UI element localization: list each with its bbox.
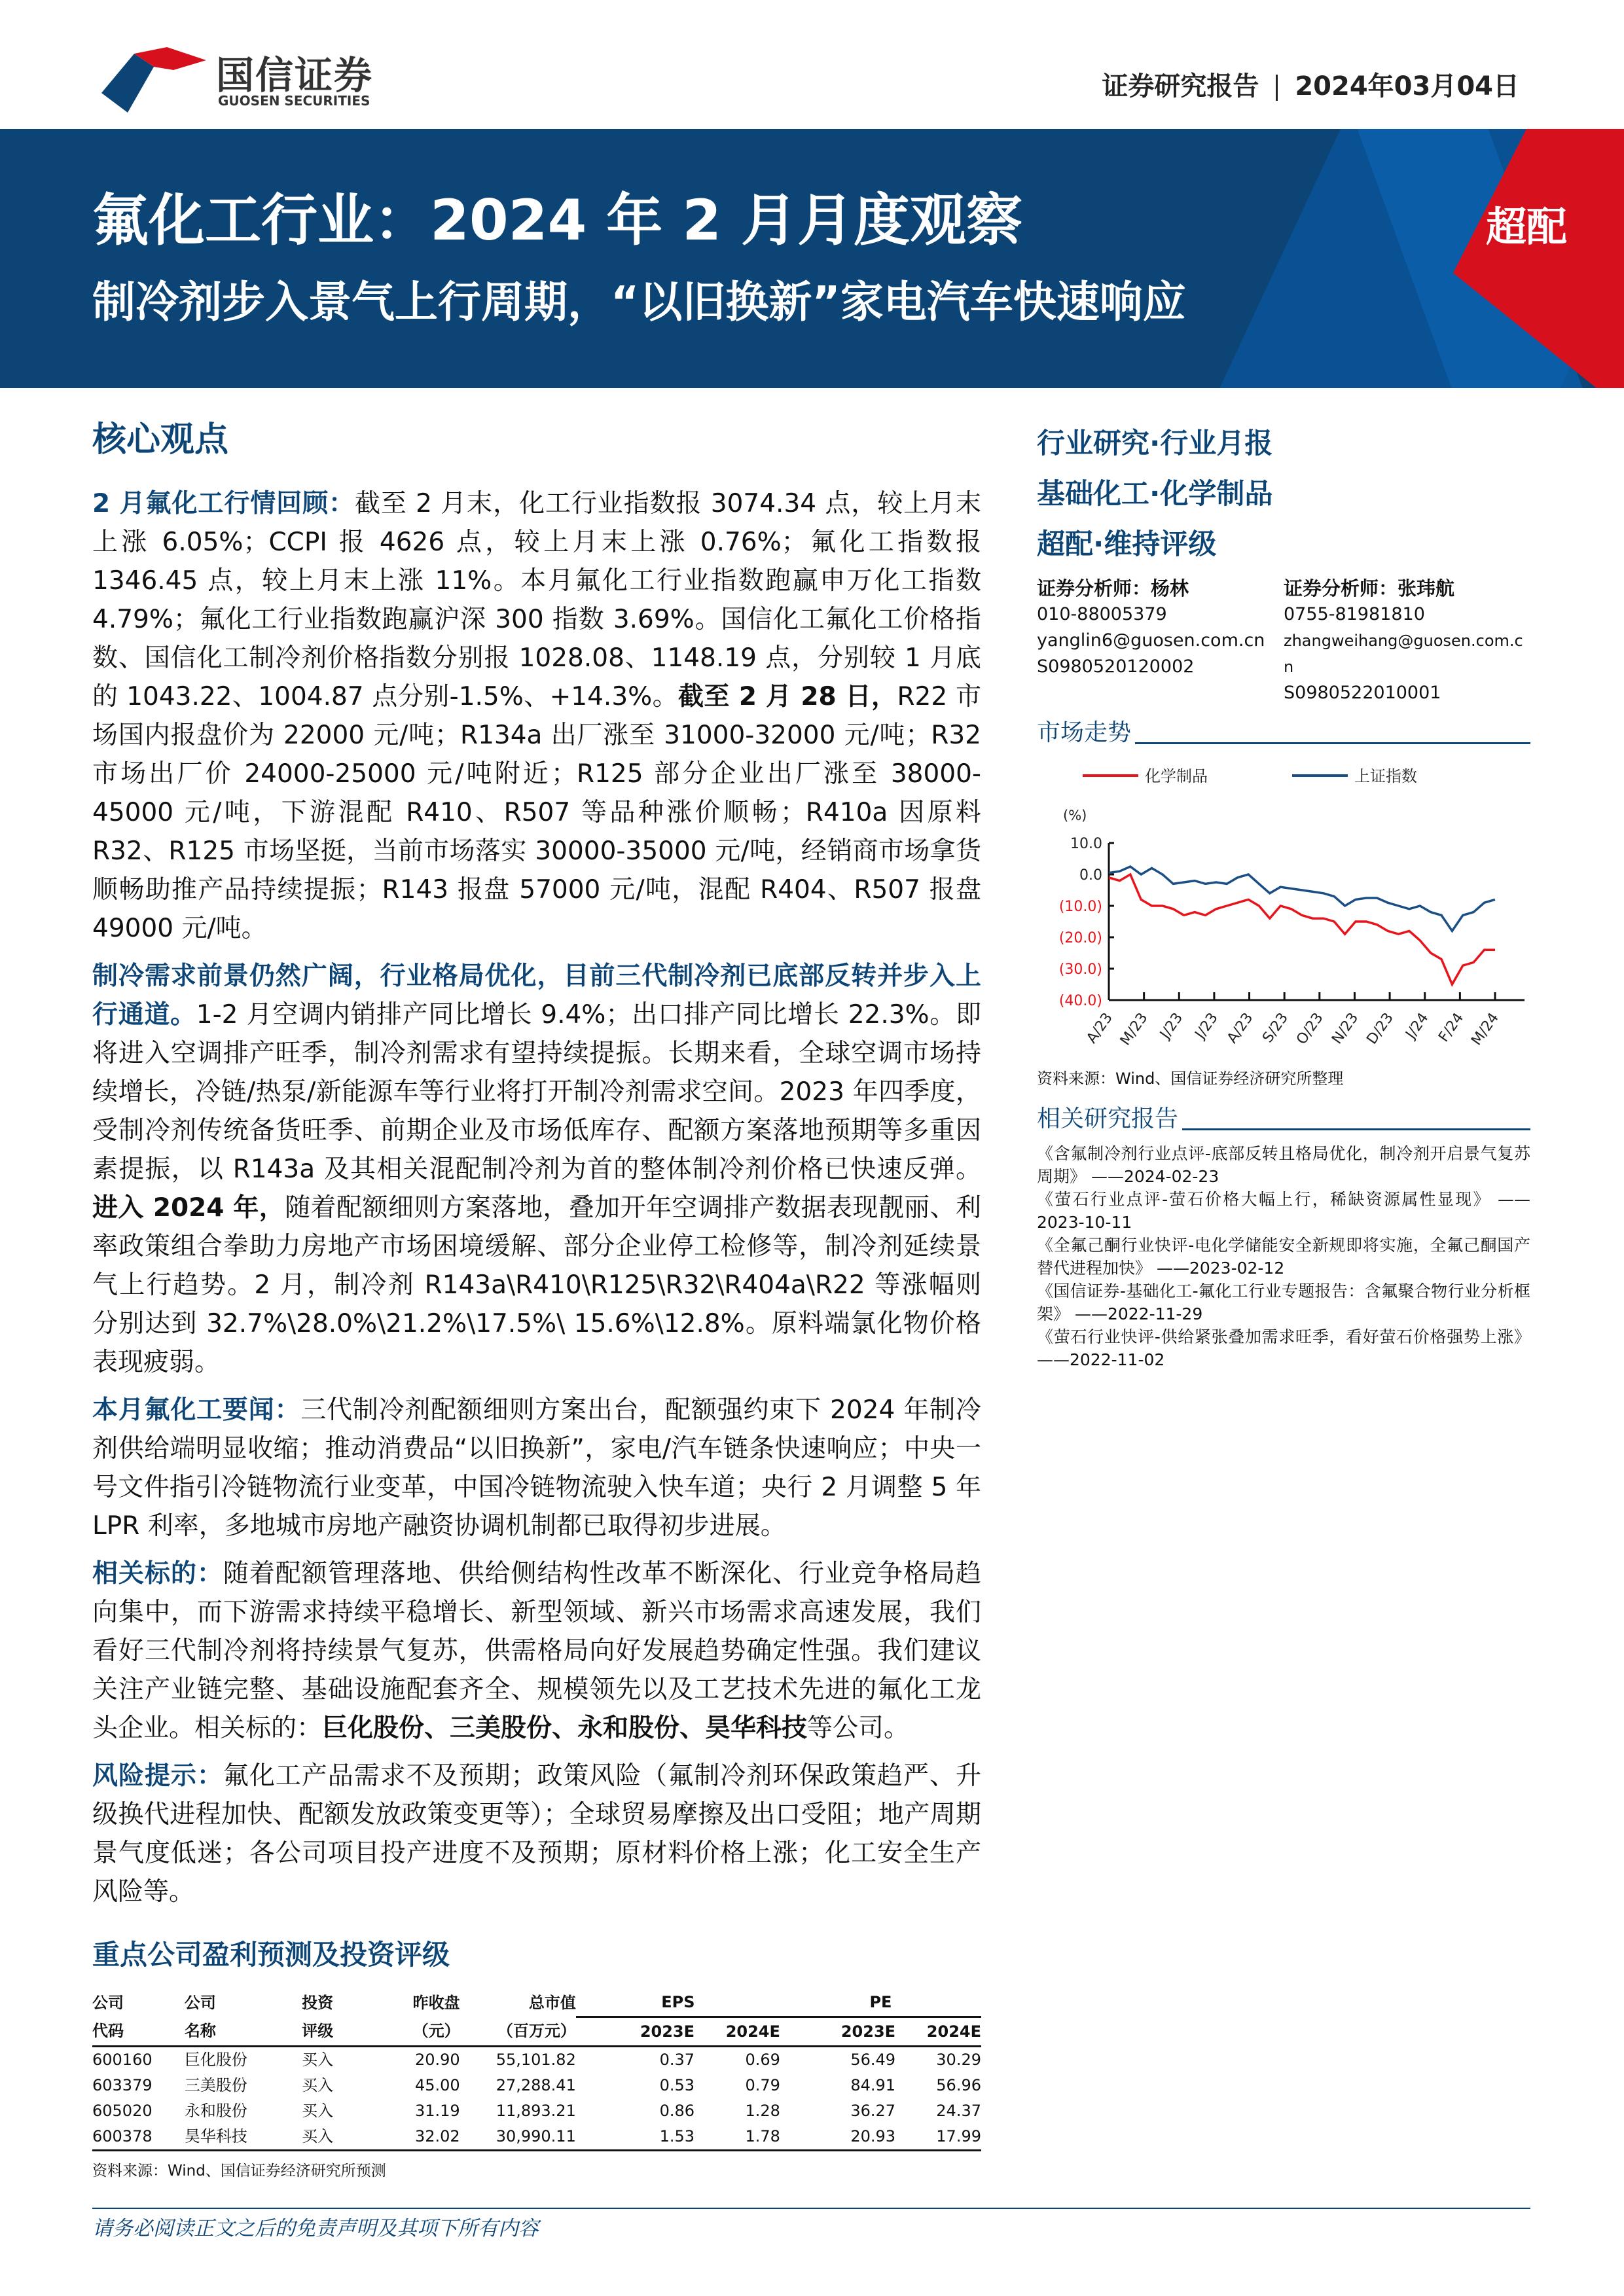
para-lead: 风险提示： [92, 1761, 223, 1791]
col-header: 代码 [92, 2017, 185, 2047]
paragraph-demand [92, 957, 981, 1382]
table-cell: 0.69 [745, 2051, 780, 2069]
table-cell: 永和股份 [184, 2102, 247, 2120]
table-cell: 买入 [302, 2102, 334, 2120]
table-cell: 0.86 [659, 2102, 695, 2120]
logo-mark-icon [95, 41, 206, 119]
para-bold: 巨化股份、三美股份、永和股份、昊华科技 [322, 1713, 808, 1743]
table-cell: 30,990.11 [460, 2124, 576, 2151]
heading-rule [1182, 1128, 1530, 1130]
y-tick-label: (30.0) [1058, 961, 1102, 978]
x-tick-label: J/24 [1403, 1010, 1432, 1042]
analyst-card [1037, 575, 1284, 706]
y-tick-label: (10.0) [1058, 899, 1102, 915]
table-cell: 36.27 [850, 2102, 896, 2120]
analyst-name: 证券分析师：张玮航 [1284, 577, 1455, 600]
main-content [0, 388, 1624, 2208]
paragraph-risks [92, 1757, 981, 1911]
table-cell: 昊华科技 [185, 2124, 302, 2151]
report-link[interactable]: 《全氟己酮行业快评-电化学储能安全新规即将实施，全氟己酮国产替代进程加快》 ——2023-02-12 [1037, 1236, 1530, 1278]
related-reports [1037, 1104, 1530, 1371]
x-tick-label: D/23 [1363, 1010, 1398, 1048]
col-header: 2024E [895, 2017, 981, 2047]
paragraph-targets [92, 1554, 981, 1748]
paragraph-news [92, 1391, 981, 1545]
report-link[interactable]: 《萤石行业快评-供给紧张叠加需求旺季，看好萤石价格强势上涨》 ——2022-11-02 [1037, 1327, 1530, 1369]
para-lead: 相关标的： [92, 1559, 223, 1588]
table-cell: 31.19 [414, 2102, 460, 2120]
market-trend-chart [1037, 755, 1530, 1062]
table-row [92, 2124, 981, 2151]
x-tick-label: S/23 [1259, 1010, 1292, 1046]
analyst-email[interactable]: zhangweihang@guosen.com.cn [1284, 632, 1523, 676]
logo-text-cn: 国信证券 [216, 53, 374, 98]
y-tick-label: 0.0 [1079, 867, 1102, 884]
table-row [92, 2073, 981, 2098]
para-text: 等公司。 [807, 1713, 910, 1743]
table-cell: 买入 [302, 2124, 388, 2151]
table-cell: 56.49 [850, 2051, 896, 2069]
y-tick-label: (20.0) [1058, 930, 1102, 946]
para-text: 截至 2 月末，化工行业指数报 3074.34 点，较上月末上涨 6.05%；CCPI 报 4626 点，较上月末上涨 0.76%；氟化工指数报 1346.45 点，较上月末上涨 11%。本月氟化工行业指数跑赢申万化工指数 4.79%；氟化工行业指数跑赢沪深 300 指数 3.69%。国信化工氟化工价格指数、国信化工制冷剂价格指数分别报 1028.08、1148.19 点，分别较 1 月底的 1043.22、1004.87 点分别-1.5%、+14.3%。 [92, 489, 981, 711]
table-cell: 45.00 [414, 2076, 460, 2094]
col-group-eps: EPS [576, 1988, 780, 2017]
heading-rule [1135, 742, 1530, 744]
x-tick-label: A/23 [1224, 1010, 1257, 1047]
reports-heading [1037, 1104, 1530, 1134]
col-header: （百万元） [460, 2017, 576, 2047]
report-link[interactable]: 《含氟制冷剂行业点评-底部反转且格局优化，制冷剂开启景气复苏周期》 ——2024-02-23 [1037, 1144, 1530, 1186]
analyst-cert: S0980522010001 [1284, 683, 1441, 703]
col-header: 2024E [695, 2017, 780, 2047]
para-text: 随着配额管理落地、供给侧结构性改革不断深化、行业竞争格局趋向集中，而下游需求持续平稳增长、新型领域、新兴市场需求高速发展，我们看好三代制冷剂将持续景气复苏，供需格局向好发展趋势确定性强。我们建议关注产业链完整、基础设施配套齐全、规模领先以及工艺技术先进的氟化工龙头企业。相关标的： [92, 1559, 981, 1743]
y-tick-label: 10.0 [1070, 836, 1102, 852]
section-heading: 核心观点 [92, 420, 229, 459]
table-cell: 600378 [92, 2124, 185, 2151]
x-tick-label: J/23 [1192, 1010, 1221, 1042]
para-text: 1-2 月空调内销排产同比增长 9.4%；出口排产同比增长 22.3%。即将进入空调排产旺季，制冷剂需求有望持续提振。长期来看，全球空调市场持续增长，冷链/热泵/新能源车等行业将打开制冷剂需求空间。2023 年四季度，受制冷剂传统备货旺季、前期企业及市场低库存、配额方案落地预期等多重因素提振，以 R143a 及其相关混配制冷剂为首的整体制冷剂价格已快速反弹。 [92, 1000, 981, 1184]
guosen-logo [95, 41, 396, 119]
x-tick-label: M/23 [1117, 1010, 1151, 1049]
report-link[interactable]: 《萤石行业点评-萤石价格大幅上行，稀缺资源属性显现》 ——2023-10-11 [1037, 1190, 1530, 1232]
paragraph-market-review [92, 484, 981, 948]
legend-label: 化学制品 [1145, 767, 1208, 785]
col-header: 昨收盘 [412, 1993, 460, 2012]
analysts [1037, 575, 1530, 706]
report-title: 氟化工行业：2024 年 2 月月度观察 [92, 188, 1023, 253]
sector-tag: 基础化工·化学制品 [1037, 478, 1273, 511]
market-heading-text: 市场走势 [1037, 719, 1132, 746]
col-header: 名称 [185, 2017, 302, 2047]
x-tick-label: M/24 [1468, 1010, 1502, 1049]
table-cell: 603379 [92, 2076, 153, 2094]
x-tick-label: A/23 [1083, 1010, 1116, 1047]
legend-label: 上证指数 [1354, 767, 1417, 785]
col-header: 2023E [780, 2017, 895, 2047]
table-cell: 20.93 [780, 2124, 895, 2151]
analyst-email[interactable]: yanglin6@guosen.com.cn [1037, 630, 1265, 651]
analyst-name: 证券分析师：杨林 [1037, 577, 1189, 600]
table-cell: 605020 [92, 2102, 153, 2120]
table-cell: 11,893.21 [496, 2102, 576, 2120]
table-row [92, 2098, 981, 2124]
para-text: 三代制冷剂配额细则方案出台，配额强约束下 2024 年制冷剂供给端明显收缩；推动消费品“以旧换新”，家电/汽车链条快速响应；中央一号文件指引冷链物流行业变革，中国冷链物流驶入快车道；央行 2 月调整 5 年 LPR 利率，多地城市房地产融资协调机制都已取得初步进展。 [92, 1395, 981, 1541]
rating-tag: 超配·维持评级 [1037, 528, 1217, 561]
table-cell: 0.37 [659, 2051, 695, 2069]
table-cell: 三美股份 [184, 2076, 247, 2094]
table-cell: 55,101.82 [496, 2051, 576, 2069]
table-cell: 1.53 [576, 2124, 695, 2151]
report-subtitle: 制冷剂步入景气上行周期，“以旧换新”家电汽车快速响应 [92, 277, 1186, 327]
table-title: 重点公司盈利预测及投资评级 [92, 1939, 450, 1971]
col-header: 总市值 [528, 1993, 576, 2012]
table-cell: 56.96 [936, 2076, 981, 2094]
col-header: 投资 [302, 1993, 334, 2012]
table-source: 资料来源：Wind、国信证券经济研究所预测 [92, 2162, 386, 2179]
table-cell: 24.37 [936, 2102, 981, 2120]
para-lead: 2 月氟化工行情回顾： [92, 489, 355, 518]
para-text: 氟化工产品需求不及预期；政策风险（氟制冷剂环保政策趋严、升级换代进程加快、配额发放政策变更等）；全球贸易摩擦及出口受阻；地产周期景气度低迷；各公司项目投产进度不及预期；原材料价格上涨；化工安全生产风险等。 [92, 1761, 981, 1907]
y-axis-unit: (%) [1063, 808, 1087, 823]
col-header: 2023E [576, 2017, 695, 2047]
para-bold: 进入 2024 年， [92, 1193, 285, 1223]
para-lead: 制冷需求前景仍然广阔，行业格局优化，目前三代制冷剂已底部反转并步入上行通道。 [92, 961, 981, 1030]
table-cell: 巨化股份 [184, 2051, 247, 2069]
col-group-pe: PE [780, 1988, 981, 2017]
table-cell: 1.78 [695, 2124, 780, 2151]
forecast-table [92, 1988, 981, 2151]
para-text: 随着配额细则方案落地，叠加开年空调排产数据表现靓丽、利率政策组合拳助力房地产市场困境缓解、部分企业停工检修等，制冷剂延续景气上行趋势。2 月，制冷剂 R143a\R410\R125\R32\R404a\R22 等涨幅则分别达到 32.7%\28.0%\21.2%\17.5%\ 15.6%\12.8%。原料端氯化物价格表现疲弱。 [92, 1193, 981, 1377]
table-cell: 17.99 [895, 2124, 981, 2151]
table-cell: 0.79 [745, 2076, 780, 2094]
report-meta [1102, 65, 1519, 103]
x-tick-label: O/23 [1293, 1010, 1327, 1048]
report-link[interactable]: 《国信证券-基础化工-氟化工行业专题报告：含氟聚合物行业分析框架》 ——2022-11-29 [1037, 1282, 1530, 1323]
series-line-sse-index [1109, 867, 1495, 931]
page-header [0, 0, 1624, 129]
chart-source: 资料来源：Wind、国信证券经济研究所整理 [1037, 1069, 1344, 1088]
rating-badge: 超配 [1486, 203, 1568, 251]
report-date: 2024年03月04日 [1295, 71, 1519, 101]
core-views [92, 419, 981, 2181]
para-lead: 本月氟化工要闻： [92, 1395, 301, 1425]
logo-text-en: GUOSEN SECURITIES [218, 93, 370, 109]
col-header: 公司 [92, 1993, 124, 2012]
para-bold: 截至 2 月 28 日， [678, 682, 897, 711]
table-cell: 27,288.41 [496, 2076, 576, 2094]
table-cell: 1.28 [745, 2102, 780, 2120]
table-row [92, 2047, 981, 2073]
reports-heading-text: 相关研究报告 [1037, 1105, 1179, 1132]
table-cell: 84.91 [850, 2076, 896, 2094]
forecast-table-section [92, 1937, 981, 2181]
table-cell: 30.29 [936, 2051, 981, 2069]
doc-type: 证券研究报告 [1102, 71, 1259, 101]
table-cell: 600160 [92, 2051, 153, 2069]
title-banner [0, 129, 1624, 388]
col-header: 评级 [302, 2017, 388, 2047]
table-cell: 32.02 [388, 2124, 460, 2151]
analyst-phone: 0755-81981810 [1284, 604, 1425, 624]
industry-tag: 行业研究·行业月报 [1037, 427, 1273, 460]
table-cell: 买入 [302, 2051, 334, 2069]
table-cell: 20.90 [414, 2051, 460, 2069]
para-text: R22 市场国内报盘价为 22000 元/吨；R134a 出厂涨至 31000-32000 元/吨；R32 市场出厂价 24000-25000 元/吨附近；R125 部分企业出厂涨至 38000-45000 元/吨，下游混配 R410、R507 等品种涨价顺畅；R410a 因原料 R32、R125 市场坚挺，当前市场落实 30000-35000 元/吨，经销商市场拿货顺畅助推产品持续提振；R143 报盘 57000 元/吨，混配 R404、R507 报盘 49000 元/吨。 [92, 682, 981, 943]
col-header: （元） [388, 2017, 460, 2047]
disclaimer-footer: 请务必阅读正文之后的免责声明及其项下所有内容 [92, 2217, 539, 2240]
x-tick-label: J/23 [1157, 1010, 1187, 1042]
col-header: 公司 [184, 1993, 216, 2012]
table-cell: 买入 [302, 2076, 334, 2094]
x-tick-label: N/23 [1329, 1010, 1362, 1047]
x-tick-label: F/24 [1435, 1010, 1468, 1045]
market-heading [1037, 718, 1530, 748]
table-cell: 0.53 [659, 2076, 695, 2094]
y-tick-label: (40.0) [1058, 993, 1102, 1009]
sidebar [1037, 419, 1530, 2181]
divider [1276, 75, 1278, 101]
analyst-card [1284, 575, 1530, 706]
footer [92, 2208, 1530, 2281]
analyst-phone: 010-88005379 [1037, 604, 1167, 624]
analyst-cert: S0980520120002 [1037, 656, 1195, 677]
